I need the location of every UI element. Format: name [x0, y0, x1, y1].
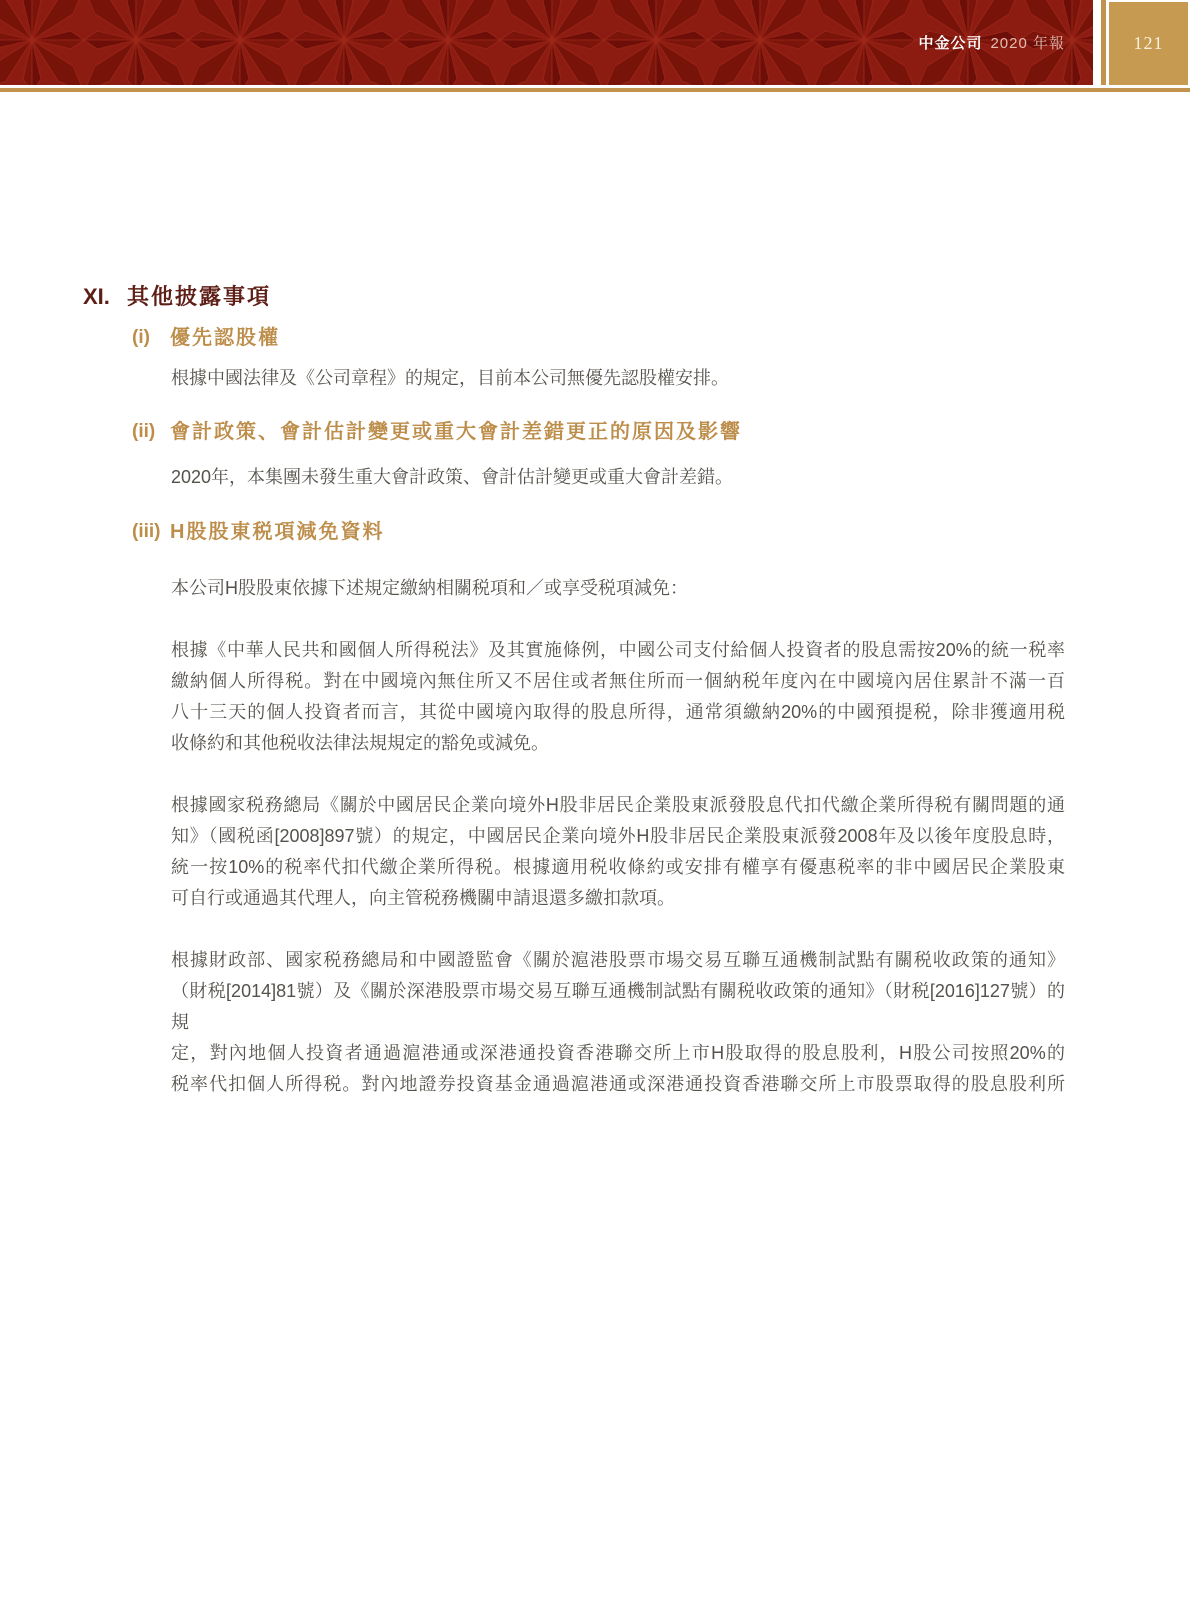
- text-line: 根據國家税務總局《關於中國居民企業向境外H股非居民企業股東派發股息代扣代繳企業所得税有關問題的通: [171, 795, 1065, 815]
- subsection-iii-body: [171, 573, 1065, 1100]
- subsection-ii-label: (ii): [132, 421, 156, 442]
- text-line: 繳納個人所得税。對在中國境內無住所又不居住或者無住所而一個納税年度內在中國境內居住累計不滿一百: [171, 671, 1065, 691]
- section-heading: [83, 284, 271, 310]
- gold-rule: [0, 88, 1190, 92]
- text-line: 2020年，本集團未發生重大會計政策、會計估計變更或重大會計差錯。: [171, 467, 734, 487]
- text-line: 可自行或通過其代理人，向主管税務機關申請退還多繳扣款項。: [171, 888, 675, 908]
- text-line: 税率代扣個人所得税。對內地證券投資基金通過滬港通或深港通投資香港聯交所上市股票取得的股息股利所: [171, 1074, 1065, 1094]
- text-line: 根據中國法律及《公司章程》的規定，目前本公司無優先認股權安排。: [171, 368, 729, 388]
- text-line: 根據財政部、國家税務總局和中國證監會《關於滬港股票市場交易互聯互通機制試點有關税收政策的通知》: [171, 950, 1065, 970]
- section-title: 其他披露事項: [127, 284, 272, 309]
- text-line: （財税[2014]81號）及《關於深港股票市場交易互聯互通機制試點有關税收政策的通知》（財税[2016]127號）的規: [171, 981, 1065, 1032]
- text-line: 定，對內地個人投資者通過滬港通或深港通投資香港聯交所上市H股取得的股息股利，H股公司按照20%的: [171, 1043, 1065, 1063]
- paragraph: [171, 945, 1065, 1100]
- text-line: 收條約和其他税收法律法規規定的豁免或減免。: [171, 733, 549, 753]
- subsection-ii-title: 會計政策、會計估計變更或重大會計差錯更正的原因及影響: [170, 421, 742, 443]
- subsection-i-body: [171, 363, 1065, 394]
- paragraph: [171, 635, 1065, 759]
- paragraph: [171, 462, 1065, 493]
- gold-divider-stripe: [1101, 0, 1106, 85]
- subsection-i-title: 優先認股權: [170, 327, 280, 349]
- text-line: 根據《中華人民共和國個人所得税法》及其實施條例，中國公司支付給個人投資者的股息需按20%的統一税率: [171, 640, 1065, 660]
- banner-pattern: [0, 0, 1093, 85]
- subsection-iii-title: H股股東税項減免資料: [170, 521, 385, 543]
- header-title: [918, 0, 1065, 85]
- text-line: 八十三天的個人投資者而言，其從中國境內取得的股息所得，通常須繳納20%的中國預提税，除非獲適用税: [171, 702, 1065, 722]
- text-line: 統一按10%的税率代扣代繳企業所得税。根據適用税收條約或安排有權享有優惠税率的非中國居民企業股東: [171, 857, 1065, 877]
- company-name: 中金公司: [918, 35, 983, 52]
- subsection-i-label: (i): [132, 327, 150, 348]
- text-line: 知》（國税函[2008]897號）的規定，中國居民企業向境外H股非居民企業股東派發2008年及以後年度股息時，: [171, 826, 1065, 846]
- paragraph: [171, 790, 1065, 914]
- text-line: 本公司H股股東依據下述規定繳納相關税項和／或享受税項減免：: [171, 578, 688, 598]
- page-number-box: [1109, 2, 1188, 85]
- report-year-label: 2020 年報: [990, 35, 1065, 52]
- paragraph: [171, 363, 1065, 394]
- subsection-iii-label: (iii): [132, 521, 161, 542]
- page-number: 121: [1133, 33, 1164, 53]
- subsection-ii-body: [171, 462, 1065, 493]
- paragraph: [171, 573, 1065, 604]
- section-number: XI.: [83, 284, 110, 309]
